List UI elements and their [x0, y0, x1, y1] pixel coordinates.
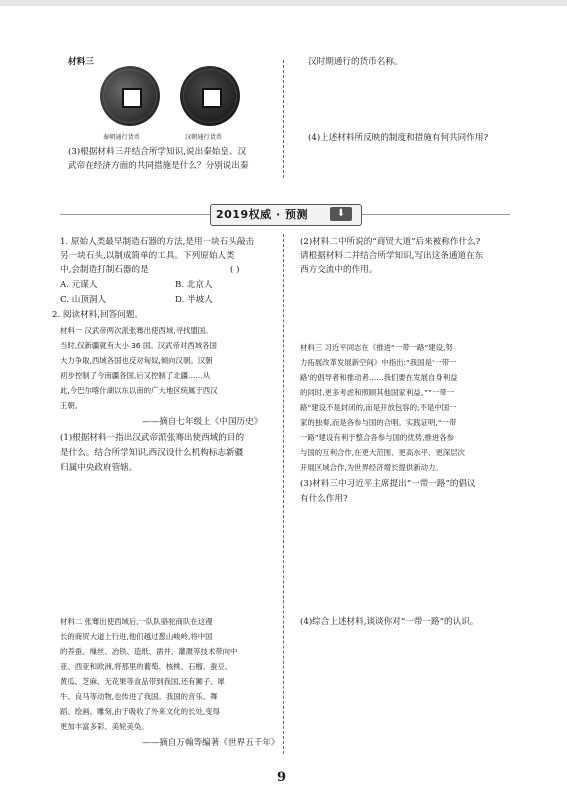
column-divider-bottom	[283, 234, 284, 754]
material-2-line-3: 的养蚕、缫丝、冶铁、造纸、凿井、灌溉等技术带向中	[60, 647, 238, 656]
material-2-line-5: 黄瓜、芝麻、无花果等食品带到我国,还有狮子、犀	[60, 677, 225, 686]
material-1-line-1: 材料一 汉武帝两次派张骞出使西域,寻找盟国。	[60, 326, 213, 335]
material-1-line-6: 王朝。	[60, 401, 83, 410]
qin-coin-caption: 秦朝通行货币	[103, 134, 141, 141]
material-1-line-2: 当时,仅新疆就有大小 36 国。汉武帝对西域各国	[60, 341, 217, 350]
han-coin-caption: 汉朝通行货币	[185, 134, 223, 141]
material-3-line-1: 材料三 习近平同志在《推进“一带一路”建设,努	[300, 343, 453, 352]
material-3-line-9: 开展区域合作,为世界经济增长提供新动力。	[300, 463, 443, 472]
material-1-line-5: 此,今巴尔喀什湖以东以南的广大地区统属于西汉	[60, 386, 218, 395]
q2-2-line-2: 请根据材料二并结合所学知识,写出这条通道在东	[300, 251, 484, 261]
column-divider-top	[283, 60, 284, 178]
q2-2-line-1: (2)材料二中所说的“商贸大道”后来被称作什么?	[300, 237, 481, 247]
arrow-down-icon: ⬇	[330, 207, 352, 221]
option-b: B. 北京人	[175, 280, 213, 290]
banner-rule-right	[360, 214, 510, 215]
q1-line-1: 1. 原始人类最早制造石器的方法,是用一块石头敲击	[60, 237, 255, 247]
material-3-line-2: 力拓展改革发展新空间》中指出:“我国是‘一带一	[300, 358, 457, 367]
q2-3-line-2: 有什么作用?	[300, 494, 348, 504]
section-banner	[0, 204, 567, 224]
material-3-line-5: 路”建设不是封闭的,而是开放包容的;不是中国一	[300, 403, 457, 412]
top-right-q4: (4)上述材料所反映的制度和措施有何共同作用?	[308, 133, 489, 143]
material-1-line-3: 大力争取,西域各国也反对匈奴,倾向汉朝。汉朝	[60, 356, 213, 365]
q2-4: (4)综合上述材料,谈谈你对“一带一路”的认识。	[300, 617, 479, 627]
q1-line-2: 另一块石头,以制成简单的工具。下列原始人类	[60, 251, 235, 261]
material-1-source: ——摘自七年级上《中国历史》	[142, 417, 263, 427]
material-2-line-6: 牛、良马等动物,也传进了我国。我国的音乐、舞	[60, 692, 218, 701]
q2-1-line-2: 是什么。结合所学知识,西汉设什么机构标志新疆	[60, 448, 244, 458]
material-3-line-4: 的同时,更多考虑和照顾其他国家利益。”“一带一	[300, 388, 455, 397]
q2-1-line-3: 归属中央政府管辖。	[60, 463, 138, 473]
material-2-line-8: 更加丰富多彩、美轮美奂。	[60, 722, 149, 731]
top-bar	[0, 0, 567, 6]
material-2-line-7: 蹈、绘画、雕刻,由于吸收了外来文化的长处,变得	[60, 707, 220, 716]
top-right-line: 汉时期通行的货币名称。	[308, 57, 403, 67]
q2-2-line-3: 西方交流中的作用。	[300, 265, 378, 275]
q2-3-line-1: (3)材料三中习近平主席提出“一带一路”的倡议	[300, 479, 476, 489]
q3-line-2: 武帝在经济方面的共同措施是什么？分别说出秦	[68, 161, 249, 171]
material-3-label: 材料三	[68, 57, 94, 67]
q1-answer-paren: ( )	[230, 265, 240, 275]
q2-heading: 2. 阅读材料,回答问题。	[52, 310, 144, 320]
page-number: 9	[277, 770, 287, 785]
material-1-line-4: 初步控制了今南疆各国,后又控制了北疆……从	[60, 371, 211, 380]
qin-coin-image	[100, 66, 160, 126]
banner-rule-left	[60, 214, 210, 215]
material-2-line-2: 长的商贸大道上行进,他们越过葱山峻岭,将中国	[60, 632, 213, 641]
banner-title: 2019权威 · 预测	[216, 208, 308, 221]
option-d: D. 半坡人	[175, 295, 213, 305]
material-3-line-7: 一路”建设有利于整合各参与国的优势,推进各参	[300, 433, 454, 442]
q2-1-line-1: (1)根据材料一指出汉武帝派张骞出使西域的目的	[60, 433, 245, 443]
han-coin-image	[180, 66, 240, 126]
option-a: A. 元谋人	[60, 280, 98, 290]
q1-line-3: 中,会制造打制石器的是	[60, 265, 149, 275]
material-3-line-3: 路’的倡导者和推动者……我们要在发展自身利益	[300, 373, 458, 382]
material-2-source: ——摘自万翰等编著《世界五千年》	[142, 738, 280, 748]
q3-line-1: (3)根据材料三并结合所学知识,说出秦始皇、汉	[68, 147, 247, 157]
material-3-line-6: 家的独奏,而是各参与国的合唱。实践证明,“一带	[300, 418, 457, 427]
material-3-line-8: 与国的互利合作,在更大范围、更高水平、更深层次	[300, 448, 465, 457]
material-2-line-1: 材料二 张骞出使西域后,一队队骆驼商队在这漫	[60, 617, 213, 626]
option-c: C. 山顶洞人	[60, 295, 107, 305]
material-2-line-4: 亚、西亚和欧洲,将那里的葡萄、核桃、石榴、蚕豆、	[60, 662, 233, 671]
